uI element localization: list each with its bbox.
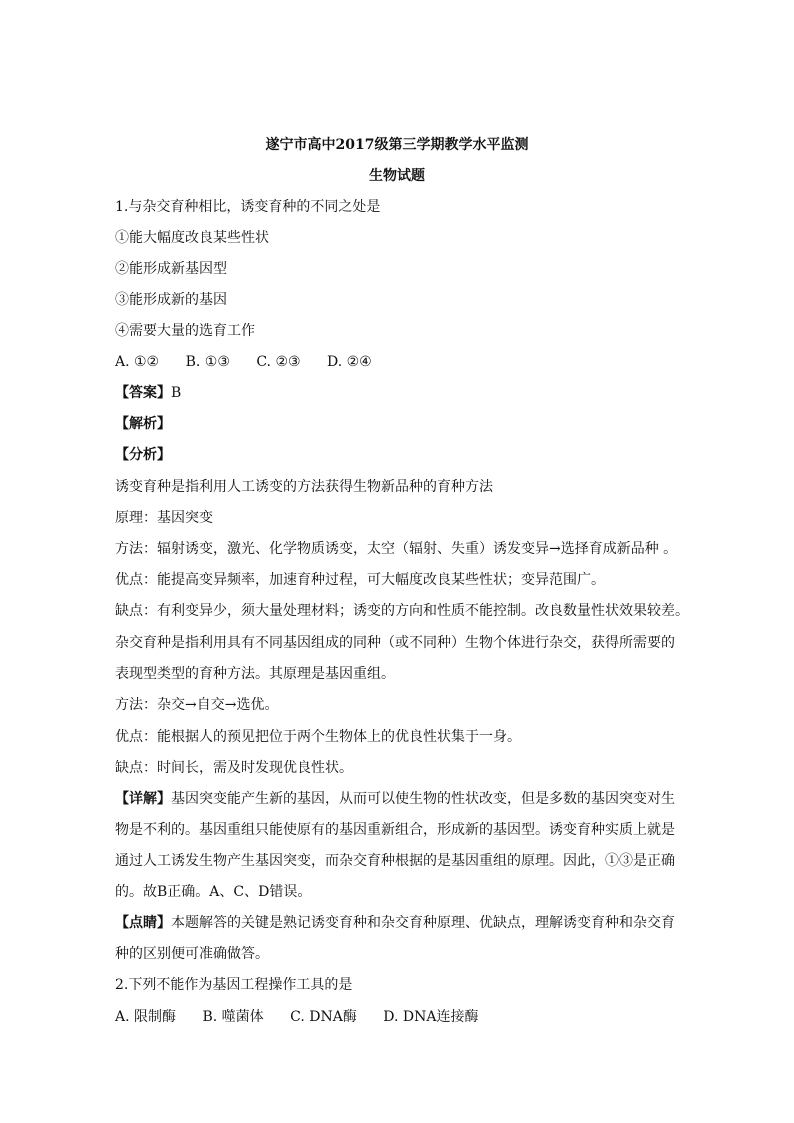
analysis-line: 诱变育种是指利用人工诱变的方法获得生物新品种的育种方法 [115,479,493,495]
point-line: 种的区别便可准确做答。 [115,946,269,962]
detail-line: 的。故B正确。A、C、D错误。 [115,884,312,900]
point-text: 本题解答的关键是熟记诱变育种和杂交育种原理、优缺点，理解诱变育种和杂交育 [171,915,675,931]
q2-option-c: C. DNA酶 [290,1009,357,1025]
q1-item-1: ①能大幅度改良某些性状 [115,230,269,246]
q1-option-b: B. ①③ [185,354,230,370]
q1-item-2: ②能形成新基因型 [115,261,227,277]
detail-line: 通过人工诱发生物产生基因突变，而杂交育种根据的是基因重组的原理。因此，①③是正确 [115,853,675,869]
analysis-line: 原理：基因突变 [115,510,213,526]
analysis-line: 方法：杂交→自交→选优。 [115,697,279,713]
analysis-line: 优点：能根据人的预见把位于两个生物体上的优良性状集于一身。 [115,729,521,745]
analysis-line: 表现型类型的育种方法。其原理是基因重组。 [115,666,395,682]
detail-tag: 【详解】 [115,791,171,807]
detail-line: 物是不利的。基因重组只能使原有的基因重新组合，形成新的基因型。诱变育种实质上就是 [115,822,675,838]
analysis-tag: 【解析】 [115,416,171,432]
q2-stem: 2.下列不能作为基因工程操作工具的是 [115,977,353,993]
q1-stem: 1.与杂交育种相比，诱变育种的不同之处是 [115,199,381,215]
q2-option-d: D. DNA连接酶 [383,1009,479,1025]
point-line [115,913,685,933]
q1-options [115,352,685,372]
analysis-line: 缺点：有利变异少，须大量处理材料；诱变的方向和性质不能控制。改良数量性状效果较差。 [115,603,689,619]
q2-option-a: A. 限制酶 [115,1009,177,1025]
detail-text: 基因突变能产生新的基因，从而可以使生物的性状改变，但是多数的基因突变对生 [171,791,675,807]
analysis-line: 缺点：时间长，需及时发现优良性状。 [115,760,353,776]
q1-option-a: A. ①② [115,354,160,370]
q1-option-c: C. ②③ [256,354,301,370]
q2-option-b: B. 噬菌体 [202,1009,264,1025]
q1-option-d: D. ②④ [327,354,372,370]
q1-item-4: ④需要大量的选育工作 [115,323,255,339]
q1-item-3: ③能形成新的基因 [115,292,227,308]
analysis-line: 杂交育种是指利用具有不同基因组成的同种（或不同种）生物个体进行杂交，获得所需要的 [115,635,675,651]
q1-answer [115,383,685,403]
detail-line [115,789,685,809]
document-subtitle: 生物试题 [369,168,425,184]
q2-options [115,1007,685,1027]
point-tag: 【点睛】 [115,915,171,931]
document-title: 遂宁市高中2017级第三学期教学水平监测 [265,137,529,153]
answer-tag: 【答案】 [115,385,171,401]
fenxi-tag: 【分析】 [115,447,171,463]
analysis-line: 优点：能提高变异频率，加速育种过程，可大幅度改良某些性状；变异范围广。 [115,572,605,588]
analysis-line: 方法：辐射诱变，激光、化学物质诱变，太空（辐射、失重）诱发变异→选择育成新品种 。 [115,541,678,557]
answer-value: B [171,385,182,401]
